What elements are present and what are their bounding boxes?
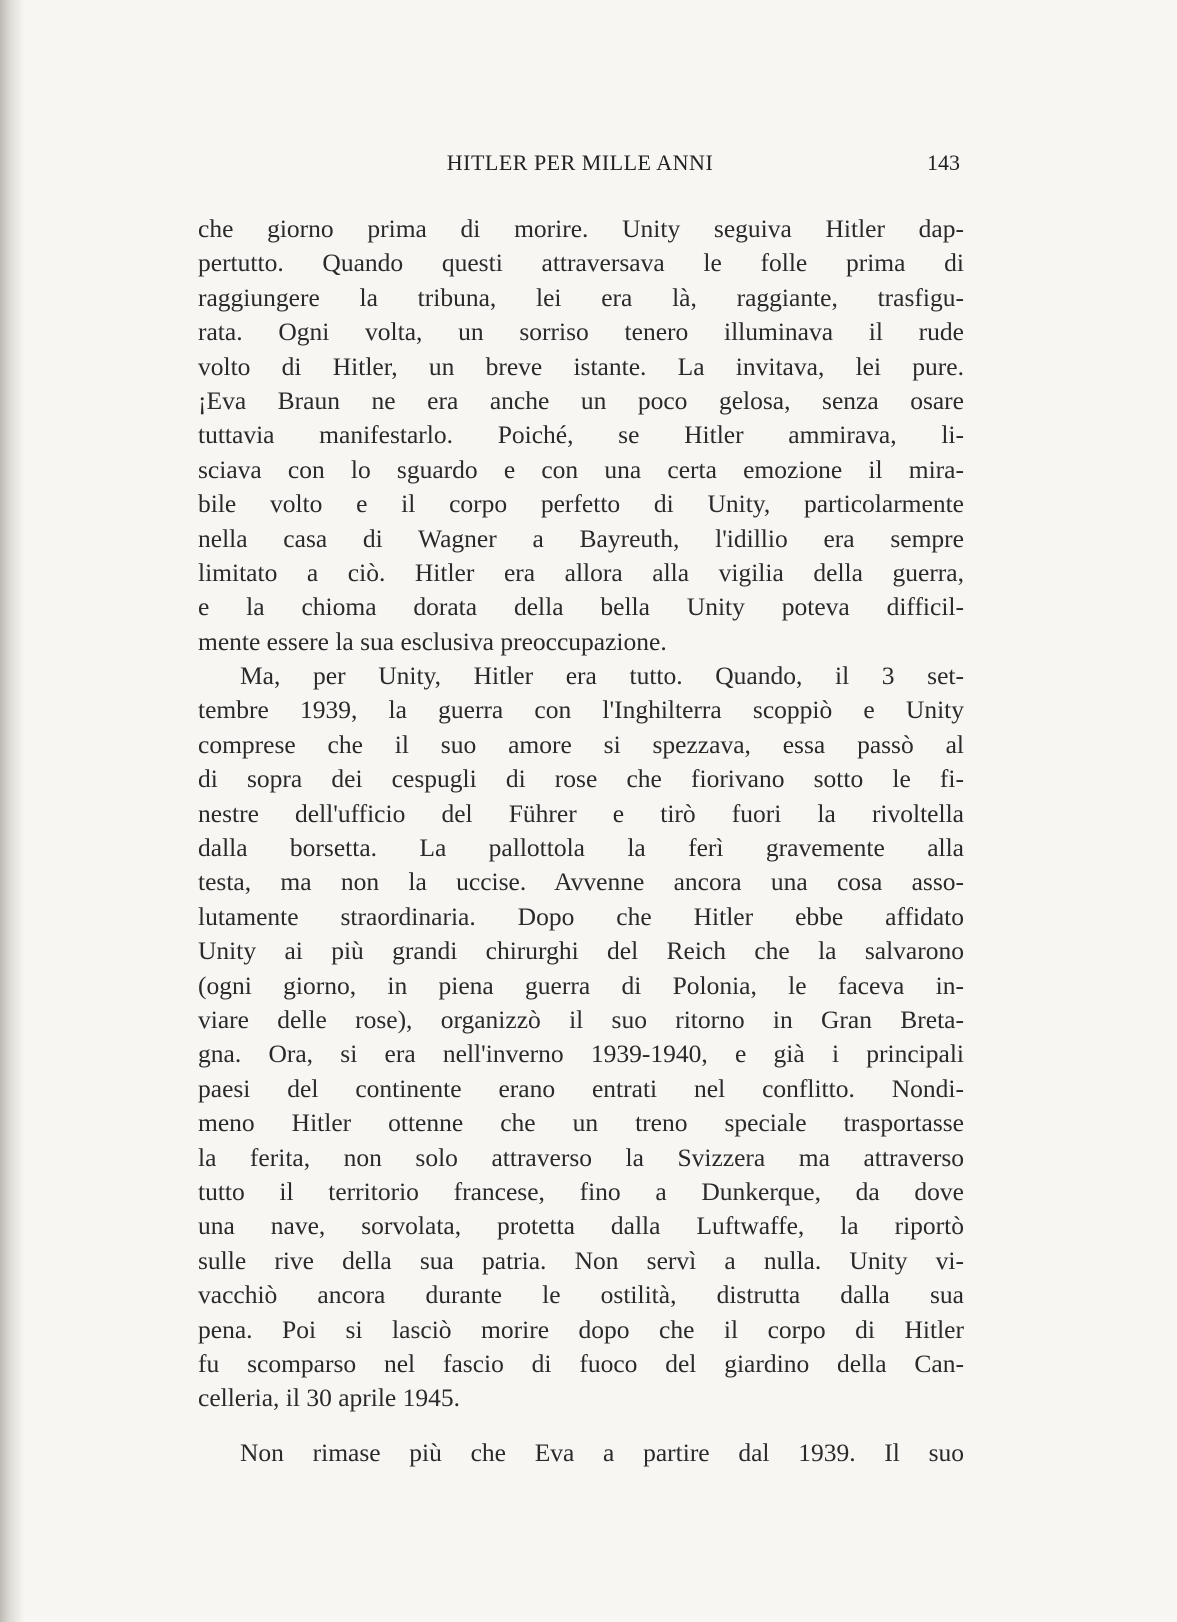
text-line: mente essere la sua esclusiva preoccupazione. <box>198 626 667 656</box>
paragraph-spacer <box>198 1416 964 1436</box>
text-line: una nave, sorvolata, protetta dalla Luftwaffe, la riportò <box>198 1211 964 1241</box>
text-line: vacchiò ancora durante le ostilità, distrutta dalla sua <box>198 1280 964 1310</box>
paragraph-3 <box>198 1436 964 1470</box>
text-line: raggiungere la tribuna, lei era là, raggiante, trasfigu- <box>198 282 964 312</box>
page-binding-shadow <box>0 0 24 1622</box>
text-line: dalla borsetta. La pallottola la ferì gravemente alla <box>198 833 964 863</box>
paragraph-1 <box>198 212 964 659</box>
text-line: nestre dell'ufficio del Führer e tirò fuori la rivoltella <box>198 798 964 828</box>
text-line: limitato a ciò. Hitler era allora alla vigilia della guerra, <box>198 557 964 587</box>
text-line: celleria, il 30 aprile 1945. <box>198 1383 460 1413</box>
body-text <box>198 212 964 1470</box>
text-line: nella casa di Wagner a Bayreuth, l'idillio era sempre <box>198 523 964 553</box>
text-line: volto di Hitler, un breve istante. La invitava, lei pure. <box>198 351 964 381</box>
text-line: pena. Poi si lasciò morire dopo che il corpo di Hitler <box>198 1314 964 1344</box>
text-line: tembre 1939, la guerra con l'Inghilterra scoppiò e Unity <box>198 695 964 725</box>
page-header <box>200 150 960 186</box>
text-line: che giorno prima di morire. Unity seguiva Hitler dap- <box>198 214 964 243</box>
text-line: la ferita, non solo attraverso la Svizzera ma attraverso <box>198 1142 964 1172</box>
text-line: bile volto e il corpo perfetto di Unity, particolarmente <box>198 489 964 519</box>
text-line: ¡Eva Braun ne era anche un poco gelosa, senza osare <box>198 385 964 415</box>
text-line: sulle rive della sua patria. Non servì a nulla. Unity vi- <box>198 1245 964 1275</box>
page-number: 143 <box>927 150 960 175</box>
text-line: viare delle rose), organizzò il suo ritorno in Gran Breta- <box>198 1004 964 1034</box>
text-line: (ogni giorno, in piena guerra di Polonia, le faceva in- <box>198 970 964 1000</box>
text-line: lutamente straordinaria. Dopo che Hitler ebbe affidato <box>198 901 964 931</box>
text-line: paesi del continente erano entrati nel conflitto. Nondi- <box>198 1073 964 1103</box>
text-line: comprese che il suo amore si spezzava, essa passò al <box>198 729 964 759</box>
paragraph-2 <box>198 659 964 1416</box>
text-line: rata. Ogni volta, un sorriso tenero illuminava il rude <box>198 317 964 347</box>
text-line: fu scomparso nel fascio di fuoco del giardino della Can- <box>198 1348 964 1378</box>
text-line: meno Hitler ottenne che un treno speciale trasportasse <box>198 1108 964 1138</box>
text-line: sciava con lo sguardo e con una certa emozione il mira- <box>198 454 964 484</box>
text-line: Non rimase più che Eva a partire dal 1939. Il suo <box>240 1437 964 1467</box>
running-title: HITLER PER MILLE ANNI <box>446 150 714 175</box>
text-line: gna. Ora, si era nell'inverno 1939-1940, e già i principali <box>198 1039 964 1069</box>
text-line: tuttavia manifestarlo. Poiché, se Hitler ammirava, li- <box>198 420 964 450</box>
text-line: testa, ma non la uccise. Avvenne ancora una cosa asso- <box>198 867 964 897</box>
text-line: e la chioma dorata della bella Unity poteva difficil- <box>198 592 964 622</box>
text-line: Unity ai più grandi chirurghi del Reich che la salvarono <box>198 936 964 966</box>
text-line: pertutto. Quando questi attraversava le folle prima di <box>198 248 964 278</box>
text-line: tutto il territorio francese, fino a Dunkerque, da dove <box>198 1176 964 1206</box>
text-line: di sopra dei cespugli di rose che fiorivano sotto le fi- <box>198 764 964 794</box>
text-line: Ma, per Unity, Hitler era tutto. Quando, il 3 set- <box>240 661 964 691</box>
